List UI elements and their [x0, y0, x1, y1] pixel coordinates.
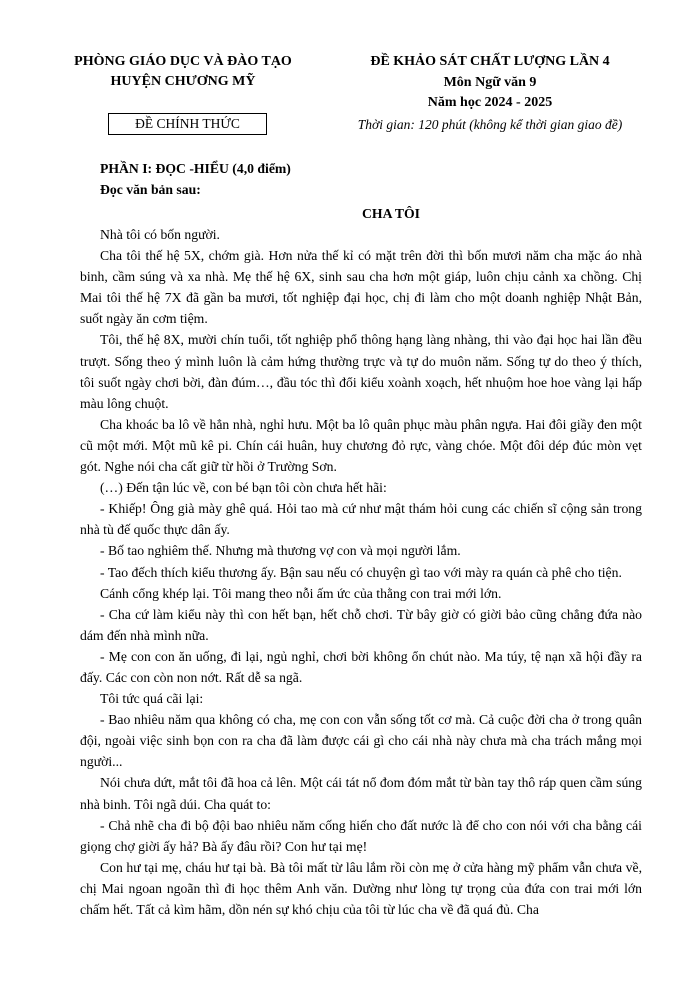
issuer-department: PHÒNG GIÁO DỤC VÀ ĐÀO TẠO: [74, 54, 292, 69]
story-title: CHA TÔI: [362, 206, 420, 221]
paragraph: - Bố tao nghiêm thế. Nhưng mà thương vợ con và mọi người lắm.: [100, 543, 461, 559]
paragraph: Cánh cổng khép lại. Tôi mang theo nỗi ấm ức của thằng con trai mới lớn.: [100, 585, 502, 601]
paragraph: - Tao đếch thích kiểu thương ấy. Bận sau nếu có chuyện gì tao với mày ra quán cà phê cho tiện.: [100, 564, 622, 580]
official-badge: ĐỀ CHÍNH THỨC: [108, 113, 267, 135]
paragraph: Tôi tức quá cãi lại:: [100, 691, 204, 707]
paragraph: Cha tôi thế hệ 5X, chớm già. Hơn nửa thế kỉ có mặt trên đời thì bốn mươi năm cha mặc áo nhà binh, cầm súng và xa nhà. Mẹ thế hệ 6X, sinh sau cha hơn một giáp, luôn chịu cảnh xa chồng. Chị Mai tôi thế hệ 7X đã gần ba mươi, tốt nghiệp đại học, chị đi làm cho một doanh nghiệp Nhật Bản, suốt ngày ăn cơm tiệm.: [80, 248, 642, 327]
document-body: [80, 158, 642, 920]
paragraph: Cha khoác ba lô về hẳn nhà, nghỉ hưu. Một ba lô quân phục màu phân ngựa. Hai đôi giầy đen một cũ một mới. Một mũ kê pi. Chín cái huân, huy chương đỏ rực, vàng chóe. Một đôi dép đúc mòn vẹt gót. Nghe nói cha cất giữ từ hồi ở Trường Sơn.: [80, 416, 642, 475]
paragraph: (…) Đến tận lúc về, con bé bạn tôi còn chưa hết hãi:: [100, 480, 387, 496]
paragraph: - Chả nhẽ cha đi bộ đội bao nhiêu năm cống hiến cho đất nước là để cho con nói với cha bằng cái giọng chợ giời ấy hả? Bà ấy đâu rồi? Con hư tại mẹ!: [80, 817, 642, 854]
exam-year: Năm học 2024 - 2025: [427, 95, 553, 110]
paragraph: - Khiếp! Ông già mày ghê quá. Hỏi tao mà cứ như mật thám hỏi cung các chiến sĩ cộng sản trong nhà tù đế quốc thực dân ấy.: [80, 501, 642, 538]
paragraph: - Cha cứ làm kiểu này thì con hết bạn, hết chỗ chơi. Từ bây giờ có giời bảo cũng chẳng đứa nào dám đến nhà mình nữa.: [80, 606, 642, 643]
section-heading: PHẦN I: ĐỌC -HIỂU (4,0 điểm): [100, 161, 291, 176]
exam-duration: Thời gian: 120 phút (không kể thời gian giao đề): [357, 117, 623, 132]
paragraph: Con hư tại mẹ, cháu hư tại bà. Bà tôi mất từ lâu lắm rồi còn mẹ ở cửa hàng mỹ phẩm vẫn chưa về, chị Mai ngoan ngoãn thì đi học thêm Anh văn. Dường như lòng tự trọng của đứa con trai mới lớn chấm hết. Tất cả kìm hãm, dồn nén sự khó chịu của tôi từ lúc cha về đã quá đủ. Cha: [80, 859, 642, 917]
exam-subject: Môn Ngữ văn 9: [443, 75, 537, 90]
paragraph: - Bao nhiêu năm qua không có cha, mẹ con con vẫn sống tốt cơ mà. Cả cuộc đời cha ở trong quân đội, ngoài việc sinh bọn con ra cha đã làm được cái gì cho cái nhà này chưa mà cha trách mắng mọi người...: [80, 712, 642, 770]
issuer-district: HUYỆN CHƯƠNG MỸ: [110, 74, 256, 89]
paragraph: Nhà tôi có bốn người.: [100, 227, 220, 242]
paragraph: - Mẹ con con ăn uống, đi lại, ngủ nghỉ, chơi bời không ổn chút nào. Ma túy, tệ nạn xã hội đầy ra đấy. Các con còn non nớt. Rất dễ sa ngã.: [80, 648, 642, 685]
paragraph: Tôi, thế hệ 8X, mười chín tuổi, tốt nghiệp phổ thông hạng làng nhàng, thi vào đại học hai lần đều trượt. Sống theo ý mình luôn là cảm hứng thường trực và tự do muôn năm. Sống tự do theo ý thích, tôi suốt ngày chơi bời, đàn đúm…, đầu tóc thì đổi kiểu xoành xoạch, hết nhuộm hoe hoe vàng lại hấp màu lông chuột.: [80, 332, 642, 411]
section-instruction: Đọc văn bản sau:: [100, 182, 201, 197]
paragraph: Nói chưa dứt, mắt tôi đã hoa cả lên. Một cái tát nổ đom đóm mắt từ bàn tay thô ráp quen cầm súng nhà binh. Tôi ngã dúi. Cha quát to:: [80, 775, 642, 812]
document-header: [0, 52, 695, 147]
exam-title: ĐỀ KHẢO SÁT CHẤT LƯỢNG LẦN 4: [370, 54, 610, 69]
